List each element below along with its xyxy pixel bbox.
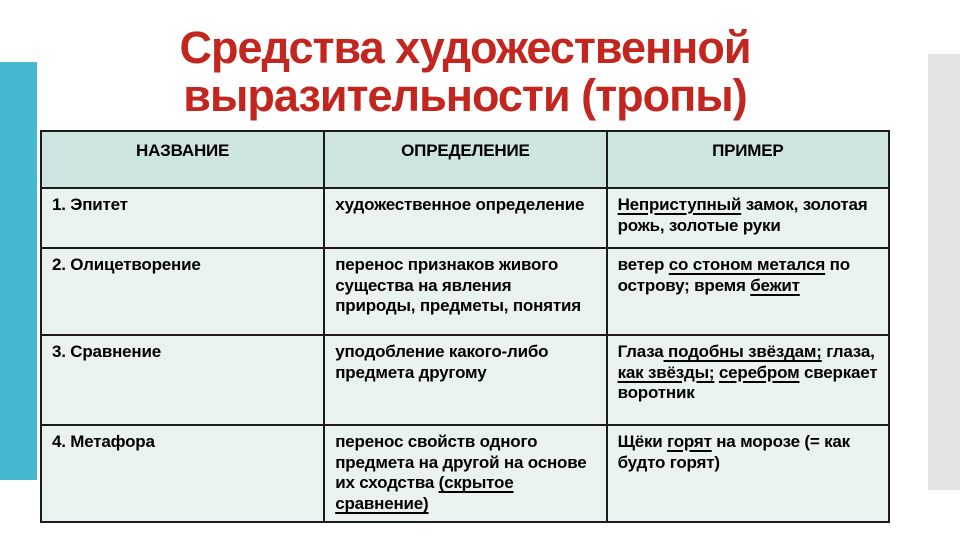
column-header-definition: ОПРЕДЕЛЕНИЕ: [324, 131, 606, 188]
table-row: [41, 248, 889, 335]
tropes-table: [40, 130, 890, 523]
cell-example: Глаза подобны звёздам; глаза, как звёзды; серебром сверкает воротник: [607, 335, 889, 425]
cell-name: 3. Сравнение: [41, 335, 324, 425]
cell-name: 2. Олицетворение: [41, 248, 324, 335]
column-header-example: ПРИМЕР: [607, 131, 889, 188]
page-title-line1: Средства художественной: [179, 22, 751, 73]
table-row: [41, 188, 889, 248]
cell-example: Щёки горят на морозе (= как будто горят): [607, 425, 889, 522]
column-header-name: НАЗВАНИЕ: [41, 131, 324, 188]
table-row: [41, 335, 889, 425]
table-header-row: [41, 131, 889, 188]
left-accent-bar: [0, 62, 37, 480]
cell-example: ветер со стоном метался по острову; время бежит: [607, 248, 889, 335]
cell-definition: перенос признаков живого существа на явления природы, предметы, понятия: [324, 248, 606, 335]
cell-name: 1. Эпитет: [41, 188, 324, 248]
page-title: [40, 24, 890, 119]
cell-example: Неприступный замок, золотая рожь, золотые руки: [607, 188, 889, 248]
cell-definition: художественное определение: [324, 188, 606, 248]
page-title-line2: выразительности (тропы): [183, 69, 747, 121]
cell-name: 4. Метафора: [41, 425, 324, 522]
table-row: [41, 425, 889, 522]
right-accent-bar: [928, 54, 960, 490]
cell-definition: перенос свойств одного предмета на другой на основе их сходства (скрытое сравнение): [324, 425, 606, 522]
cell-definition: уподобление какого-либо предмета другому: [324, 335, 606, 425]
